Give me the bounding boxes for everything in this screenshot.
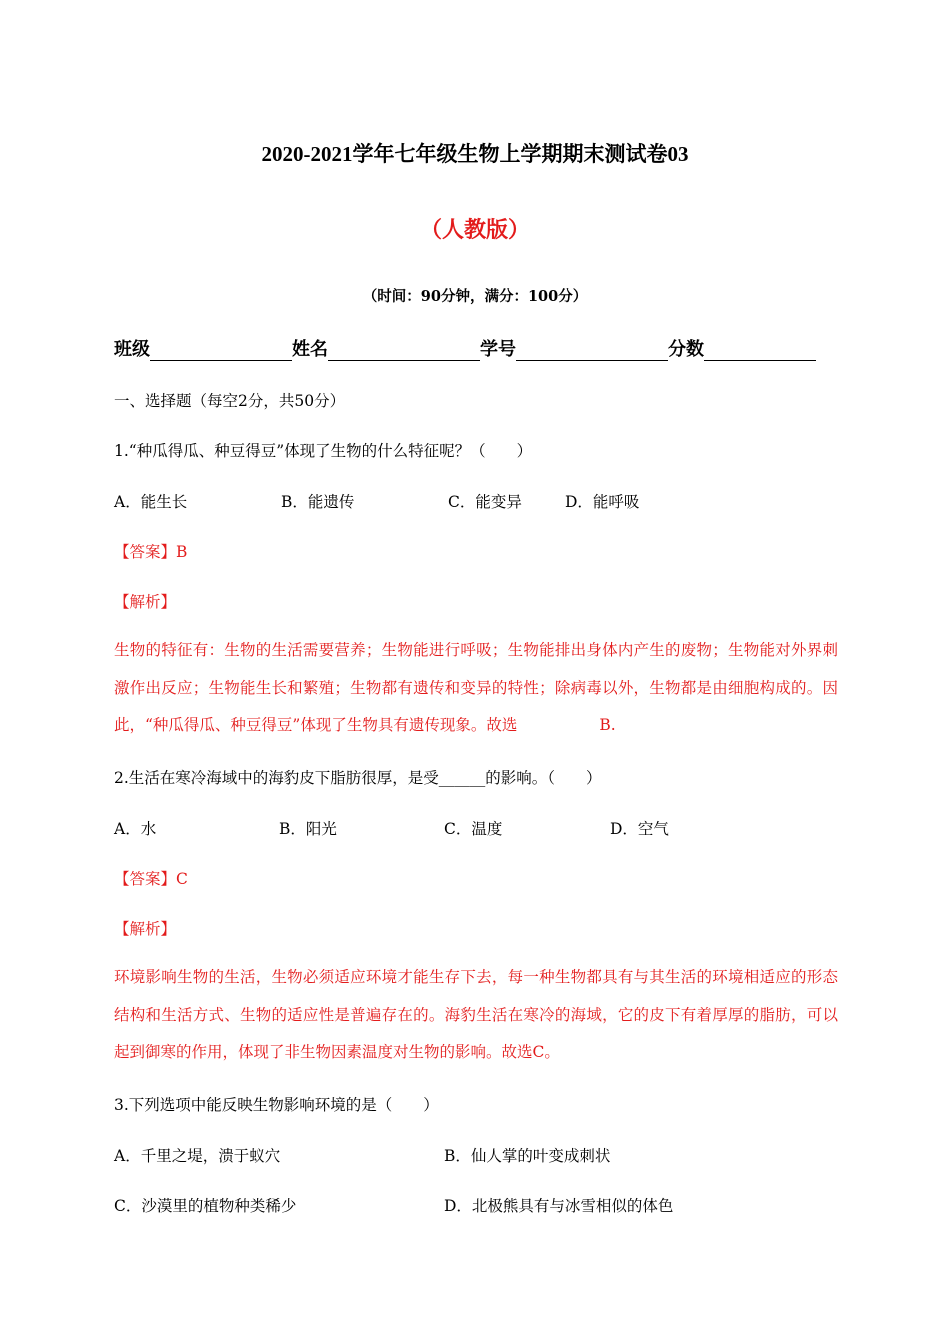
name-blank xyxy=(328,340,480,361)
question-stem: 1.“种瓜得瓜、种豆得豆”体现了生物的什么特征呢？（ ） xyxy=(114,442,533,460)
option-c: C．能变异 xyxy=(448,493,522,511)
option-b: B．能遗传 xyxy=(281,493,355,511)
page-title: 2020-2021学年七年级生物上学期期末测试卷03 xyxy=(261,142,689,166)
class-blank xyxy=(150,340,292,361)
option-b: B．仙人掌的叶变成刺状 xyxy=(444,1147,611,1165)
option-a: A．水 xyxy=(114,820,157,838)
question-stem: 3.下列选项中能反映生物影响环境的是（ ） xyxy=(114,1096,439,1114)
option-d: D．能呼吸 xyxy=(565,493,640,511)
option-c: C．温度 xyxy=(444,820,503,838)
analysis-label: 【解析】 xyxy=(114,920,177,938)
question-stem: 2.生活在寒冷海域中的海豹皮下脂肪很厚，是受______的影响。（ ） xyxy=(114,769,602,787)
analysis-conclusion: B. xyxy=(599,716,616,734)
student-id-label: 学号 xyxy=(480,339,516,360)
answer: 【答案】C xyxy=(114,870,188,888)
student-id-blank xyxy=(516,340,668,361)
score-blank xyxy=(704,340,816,361)
option-d: D．空气 xyxy=(610,820,669,838)
section-heading: 一、选择题（每空2分，共50分） xyxy=(114,392,346,410)
option-a: A．千里之堤，溃于蚁穴 xyxy=(114,1147,281,1165)
score-label: 分数 xyxy=(668,339,704,360)
option-d: D．北极熊具有与冰雪相似的体色 xyxy=(444,1197,674,1215)
analysis-label: 【解析】 xyxy=(114,593,177,611)
time-info: （时间：90分钟，满分：100分） xyxy=(362,288,588,305)
student-info-line xyxy=(114,335,816,361)
name-label: 姓名 xyxy=(292,339,328,360)
option-b: B．阳光 xyxy=(279,820,337,838)
answer: 【答案】B xyxy=(114,543,188,561)
class-label: 班级 xyxy=(114,339,150,360)
analysis-text: 环境影响生物的生活，生物必须适应环境才能生存下去，每一种生物都具有与其生活的环境相适应的形态结构和生活方式、生物的适应性是普遍存在的。海豹生活在寒冷的海域，它的皮下有着厚厚的脂肪，可以起到御寒的作用，体现了非生物因素温度对生物的影响。故选C。 xyxy=(114,968,838,1061)
analysis-body: 生物的特征有：生物的生活需要营养；生物能进行呼吸；生物能排出身体内产生的废物；生物能对外界刺激作出反应；生物能生长和繁殖；生物都有遗传和变异的特性；除病毒以外，生物都是由细胞构成的。因此，“种瓜得瓜、种豆得豆”体现了生物具有遗传现象。故选 xyxy=(114,641,838,734)
edition-subtitle: （人教版） xyxy=(419,217,530,243)
option-c: C．沙漠里的植物种类稀少 xyxy=(114,1197,297,1215)
analysis-text xyxy=(114,632,838,745)
option-a: A．能生长 xyxy=(114,493,188,511)
